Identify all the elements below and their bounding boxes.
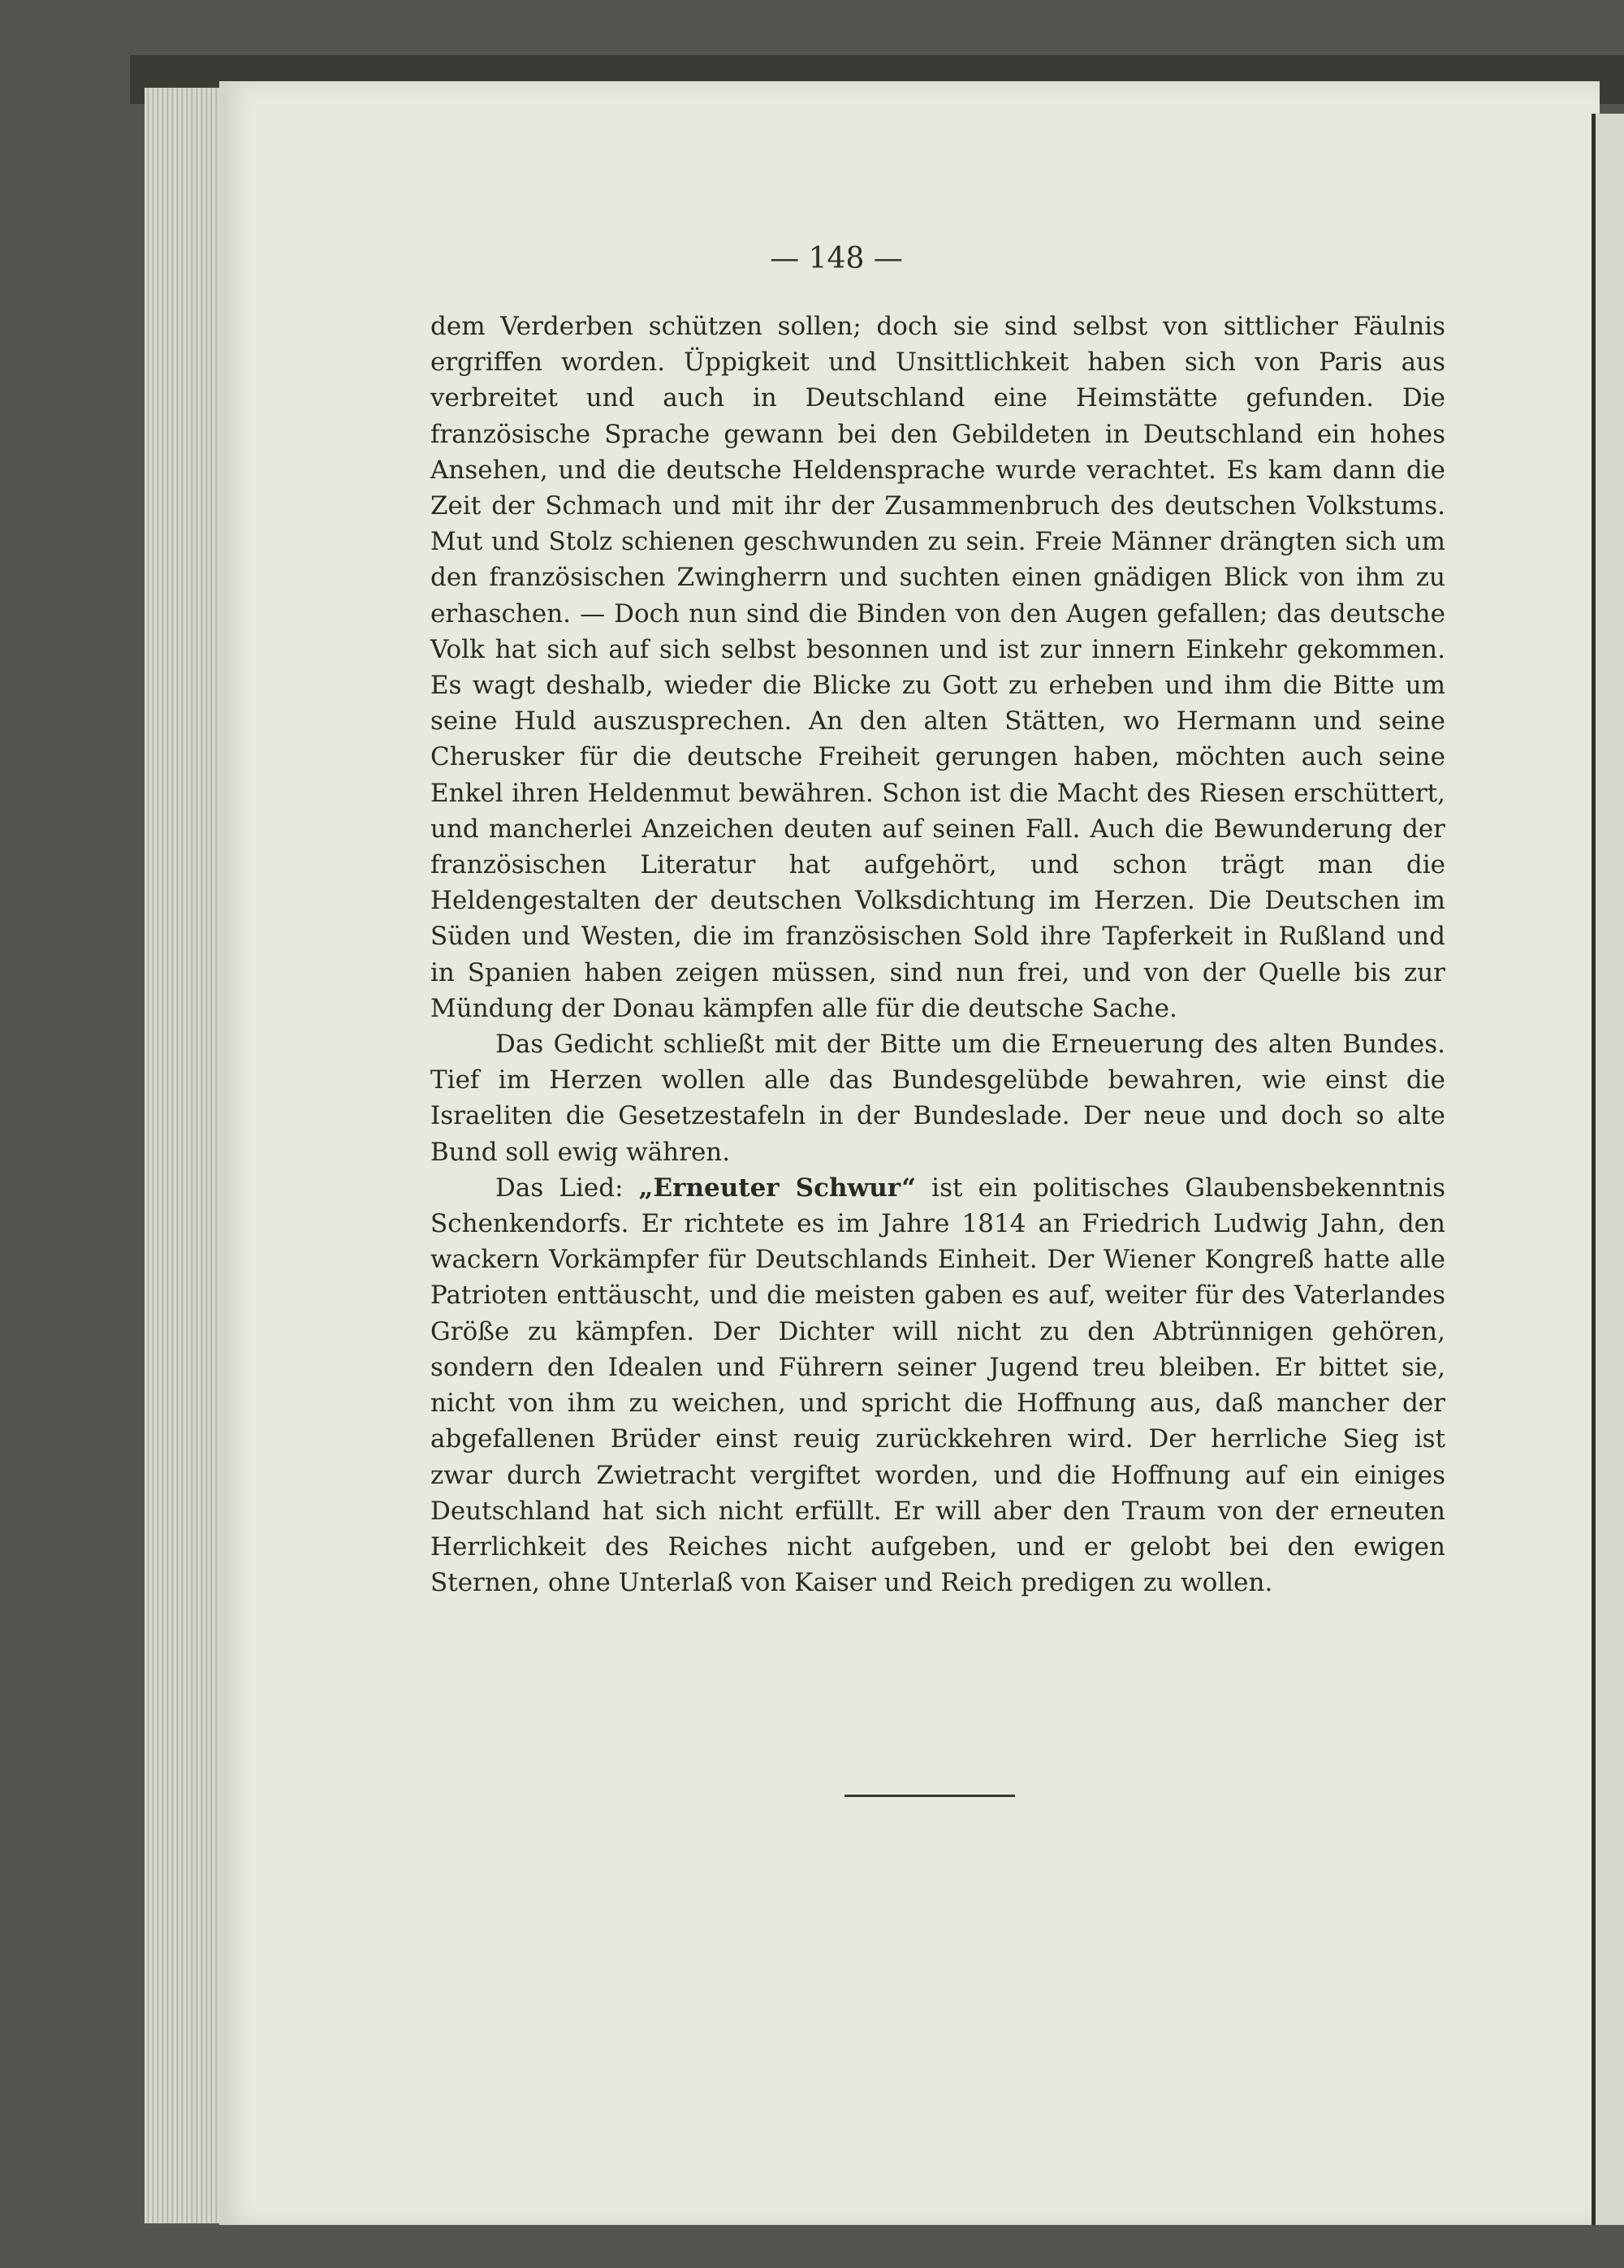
paragraph-2: Das Gedicht schließt mit der Bitte um die Erneuerung des alten Bundes. Tief im Herzen wollen alle das Bundesgelübde bewahren, wie einst die Israeliten die Gesetzestafeln in der Bundeslade. Der neue und doch so alte Bund soll ewig währen. <box>430 1030 1445 1167</box>
paragraph-1: dem Verderben schützen sollen; doch sie sind selbst von sittlicher Fäulnis ergriffen worden. Üppigkeit und Unsittlichkeit haben sich von Paris aus verbreitet und auch in Deutschland eine Heimstätte gefunden. Die französische Sprache gewann bei den Gebildeten in Deutschland ein hohes Ansehen, und die deutsche Heldensprache wurde verachtet. Es kam dann die Zeit der Schmach und mit ihr der Zusammenbruch des deutschen Volkstums. Mut und Stolz schienen geschwunden zu sein. Freie Männer drängten sich um den französischen Zwingherrn und suchten einen gnädigen Blick von ihm zu erhaschen. — Doch nun sind die Binden von den Augen gefallen; das deutsche Volk hat sich auf sich selbst besonnen und ist zur innern Einkehr gekommen. Es wagt deshalb, wieder die Blicke zu Gott zu erheben und ihm die Bitte um seine Huld auszusprechen. An den alten Stätten, wo Hermann und seine Cherusker für die deutsche Freiheit gerungen haben, möchten auch seine Enkel ihren Heldenmut bewähren. Schon ist die Macht des Riesen erschüttert, und mancherlei Anzeichen deuten auf seinen Fall. Auch die Bewunderung der französischen Literatur hat aufgehört, und schon trägt man die Heldengestalten der deutschen Volksdichtung im Herzen. Die Deutschen im Süden und Westen, die im französischen Sold ihre Tapferkeit in Rußland und in Spanien haben zeigen müssen, sind nun frei, und von der Quelle bis zur Mündung der Donau kämpfen alle für die deutsche Sache. <box>430 312 1445 1023</box>
page-number: — 148 — <box>770 242 903 275</box>
facing-page-edge <box>1592 114 1624 2225</box>
paragraph-3 <box>430 1170 1445 1601</box>
body-text <box>430 309 1445 1601</box>
paragraph-3-lead: Das Lied: <box>495 1173 639 1203</box>
section-end-rule <box>844 1795 1015 1797</box>
paragraph-3-rest: ist ein politisches Glaubensbekenntnis Schenkendorfs. Er richtete es im Jahre 1814 an Friedrich Ludwig Jahn, den wackern Vorkämpfer für Deutschlands Einheit. Der Wiener Kongreß hatte alle Patrioten enttäuscht, und die meisten gaben es auf, weiter für des Vaterlandes Größe zu kämpfen. Der Dichter will nicht zu den Abtrünnigen gehören, sondern den Idealen und Führern seiner Jugend treu bleiben. Er bittet sie, nicht von ihm zu weichen, und spricht die Hoffnung aus, daß mancher der abgefallenen Brüder einst reuig zurückkehren wird. Der herrliche Sieg ist zwar durch Zwietracht vergiftet worden, und die Hoffnung auf ein einiges Deutschland hat sich nicht erfüllt. Er will aber den Traum von der erneuten Herrlichkeit des Reiches nicht aufgeben, und er gelobt bei den ewigen Sternen, ohne Unterlaß von Kaiser und Reich predigen zu wollen. <box>430 1173 1445 1598</box>
poem-title: „Erneuter Schwur“ <box>638 1173 917 1203</box>
